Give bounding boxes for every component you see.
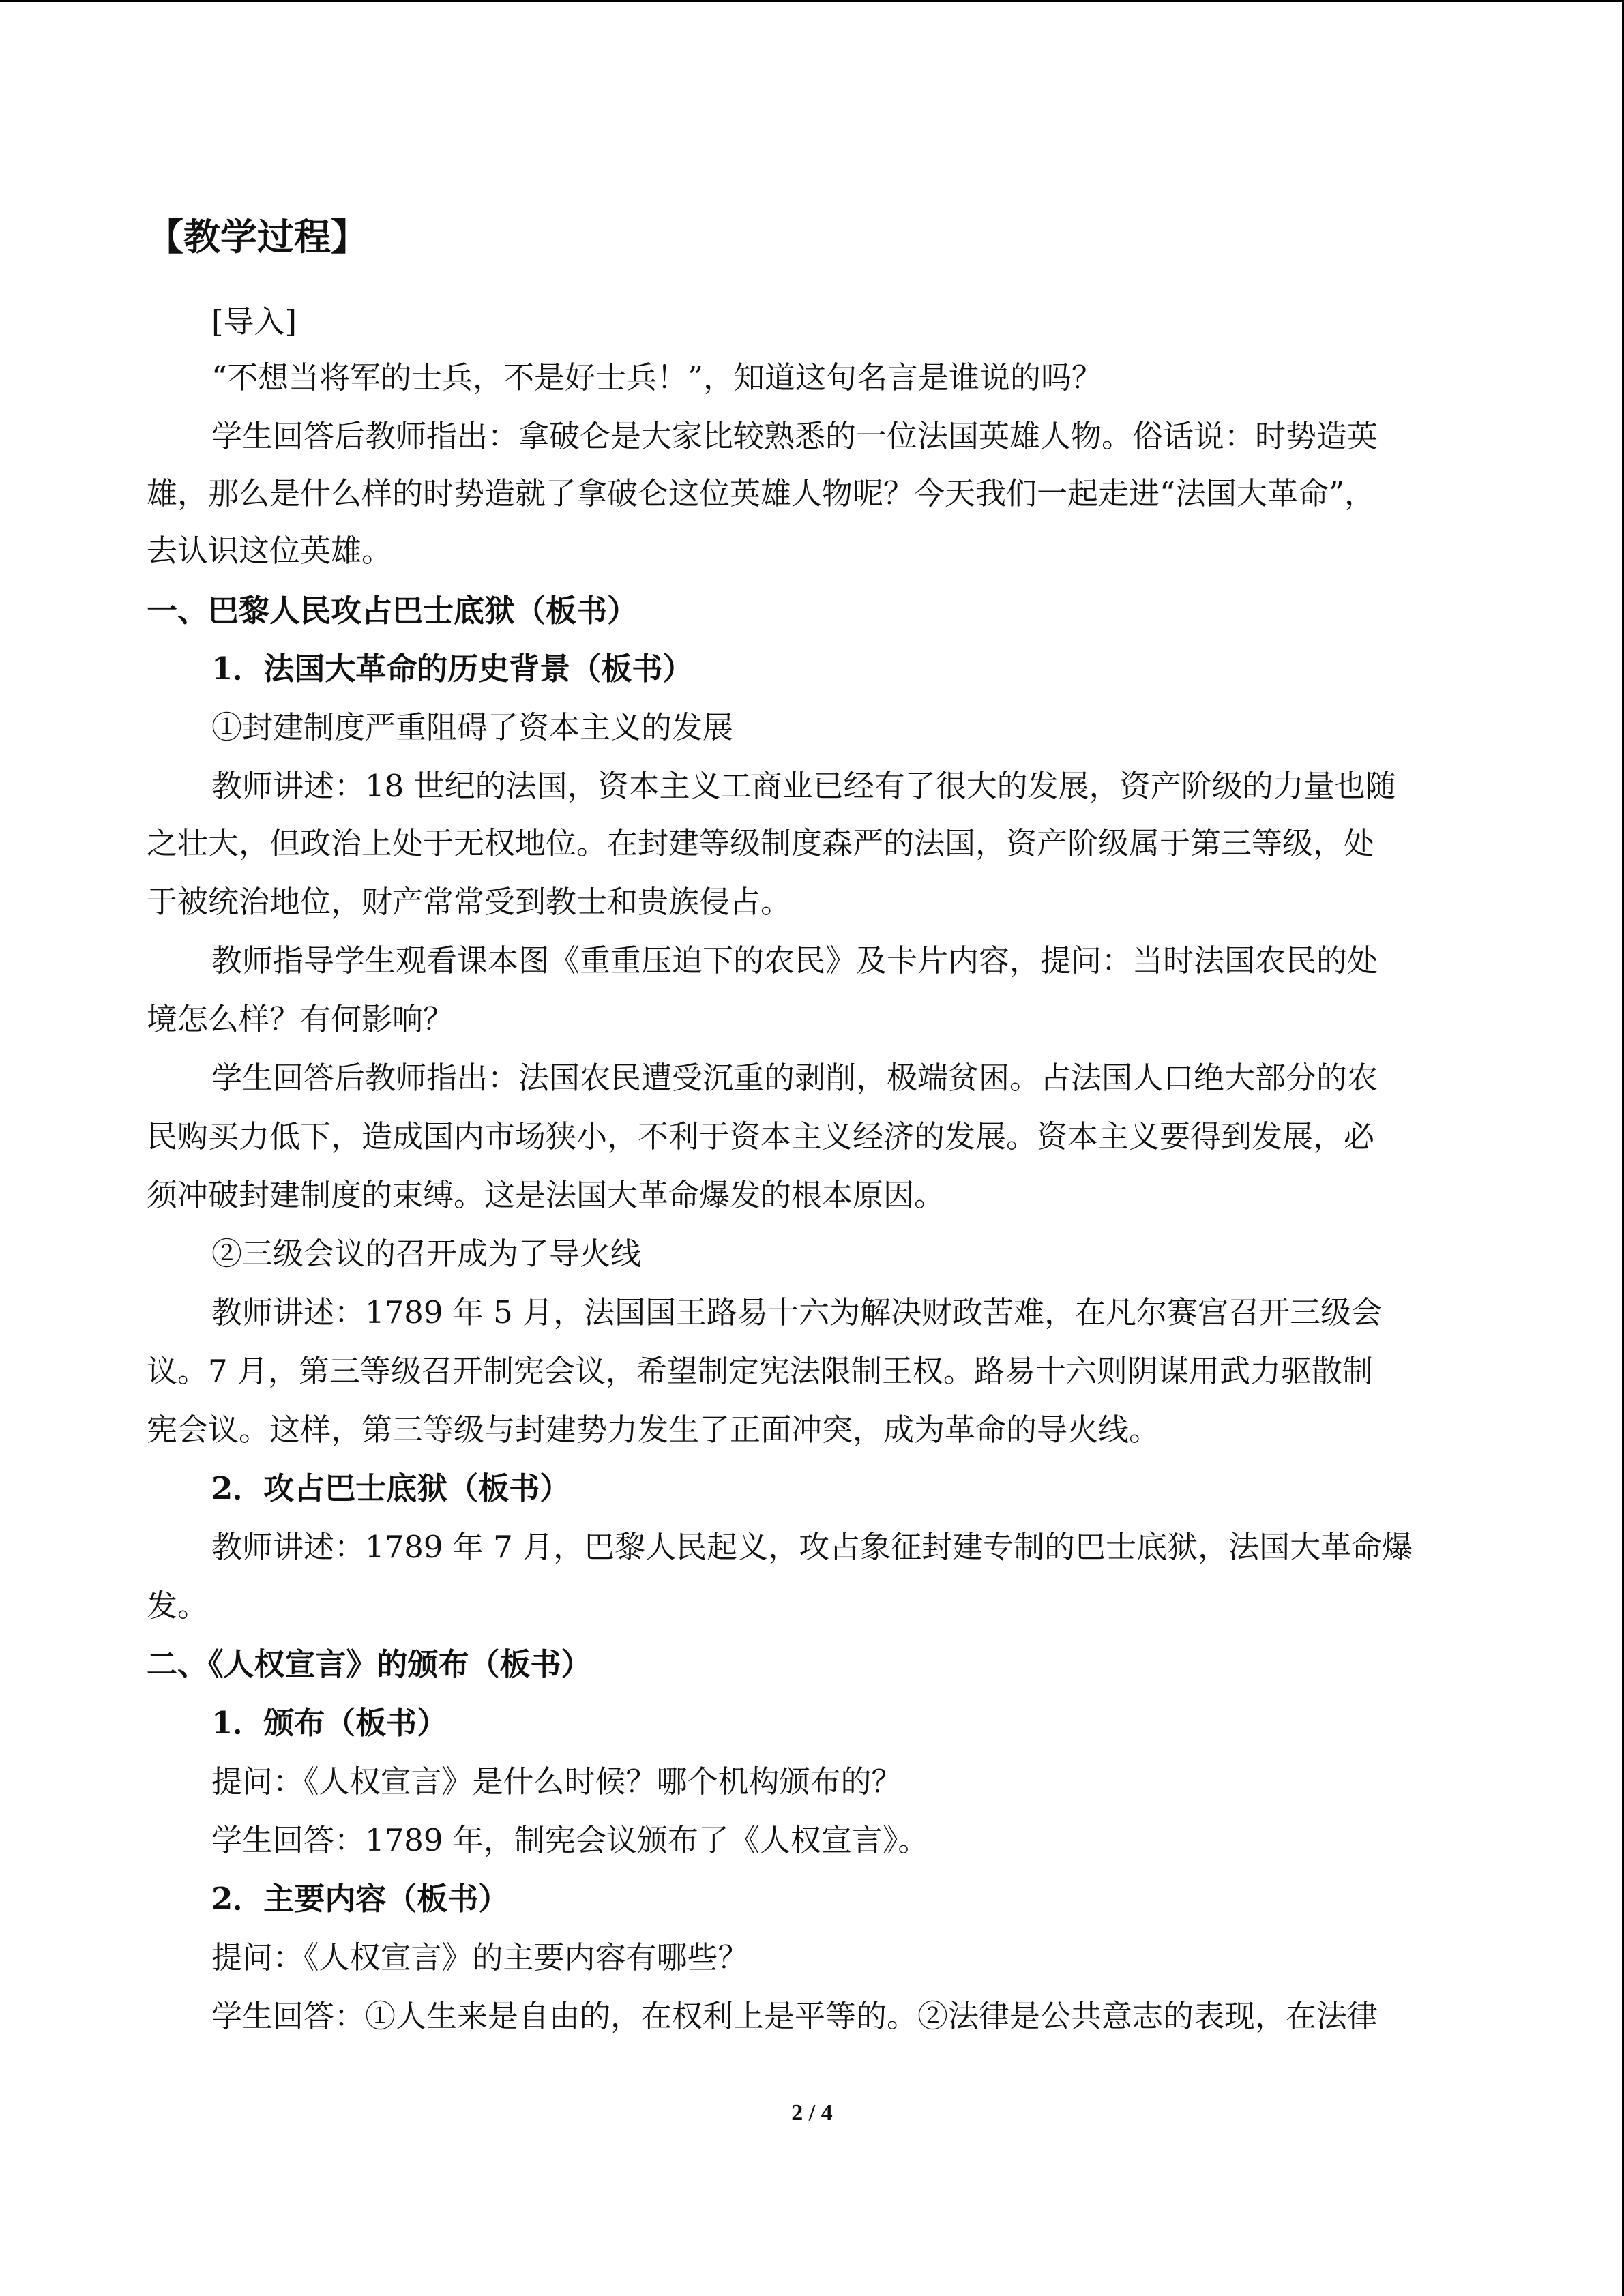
heading-subsection: 1．颁布（板书）	[211, 1705, 448, 1741]
paragraph-text: 学生回答后教师指出：法国农民遭受沉重的剥削，极端贫困。占法国人口绝大部分的农	[211, 1060, 1378, 1096]
paragraph-text: 民购买力低下，造成国内市场狭小，不利于资本主义经济的发展。资本主义要得到发展，必	[147, 1118, 1375, 1154]
paragraph-question: 提问：《人权宣言》是什么时候？哪个机构颁布的？	[211, 1763, 902, 1800]
paragraph-intro-label: [导入]	[211, 303, 297, 340]
paragraph-text: 境怎么样？有何影响？	[147, 1001, 454, 1037]
heading-section-one: 一、巴黎人民攻占巴士底狱（板书）	[147, 593, 638, 629]
paragraph-text: 教师讲述：1789 年 7 月，巴黎人民起义，攻占象征封建专制的巴士底狱，法国大革命爆	[211, 1529, 1413, 1565]
page-number: 2 / 4	[791, 2100, 833, 2126]
paragraph-text: 发。	[147, 1587, 209, 1624]
paragraph-quote: “不想当将军的士兵，不是好士兵！”，知道这句名言是谁说的吗？	[211, 359, 1103, 396]
paragraph-text: 教师指导学生观看课本图《重重压迫下的农民》及卡片内容，提问：当时法国农民的处	[211, 942, 1378, 979]
section-title: 【教学过程】	[147, 215, 368, 258]
paragraph-text: 去认识这位英雄。	[147, 533, 393, 569]
paragraph-point: ①封建制度严重阻碍了资本主义的发展	[211, 709, 734, 745]
paragraph-question: 提问：《人权宣言》的主要内容有哪些？	[211, 1939, 749, 1976]
paragraph-answer: 学生回答：1789 年，制宪会议颁布了《人权宣言》。	[211, 1822, 929, 1858]
paragraph-text: 须冲破封建制度的束缚。这是法国大革命爆发的根本原因。	[147, 1177, 945, 1213]
heading-subsection: 2．主要内容（板书）	[211, 1881, 510, 1917]
paragraph-text: 之壮大，但政治上处于无权地位。在封建等级制度森严的法国，资产阶级属于第三等级，处	[147, 825, 1375, 861]
heading-subsection: 2．攻占巴士底狱（板书）	[211, 1470, 571, 1506]
paragraph-text: 学生回答后教师指出：拿破仑是大家比较熟悉的一位法国英雄人物。俗话说：时势造英	[211, 418, 1378, 454]
paragraph-text: 教师讲述：18 世纪的法国，资本主义工商业已经有了很大的发展，资产阶级的力量也随	[211, 768, 1396, 804]
paragraph-point: ②三级会议的召开成为了导火线	[211, 1236, 642, 1272]
paragraph-answer: 学生回答：①人生来是自由的，在权利上是平等的。②法律是公共意志的表现，在法律	[211, 1998, 1378, 2034]
paragraph-text: 教师讲述：1789 年 5 月，法国国王路易十六为解决财政苦难，在凡尔赛宫召开三级会	[211, 1294, 1383, 1330]
paragraph-text: 于被统治地位，财产常常受到教士和贵族侵占。	[147, 884, 792, 920]
paragraph-text: 宪会议。这样，第三等级与封建势力发生了正面冲突，成为革命的导火线。	[147, 1412, 1160, 1448]
heading-section-two: 二、《人权宣言》的颁布（板书）	[147, 1646, 592, 1682]
paragraph-text: 雄，那么是什么样的时势造就了拿破仑这位英雄人物呢？今天我们一起走进“法国大革命”，	[147, 475, 1376, 511]
heading-subsection: 1．法国大革命的历史背景（板书）	[211, 651, 694, 687]
paragraph-text: 议。7 月，第三等级召开制宪会议，希望制定宪法限制王权。路易十六则阴谋用武力驱散制	[147, 1353, 1373, 1389]
